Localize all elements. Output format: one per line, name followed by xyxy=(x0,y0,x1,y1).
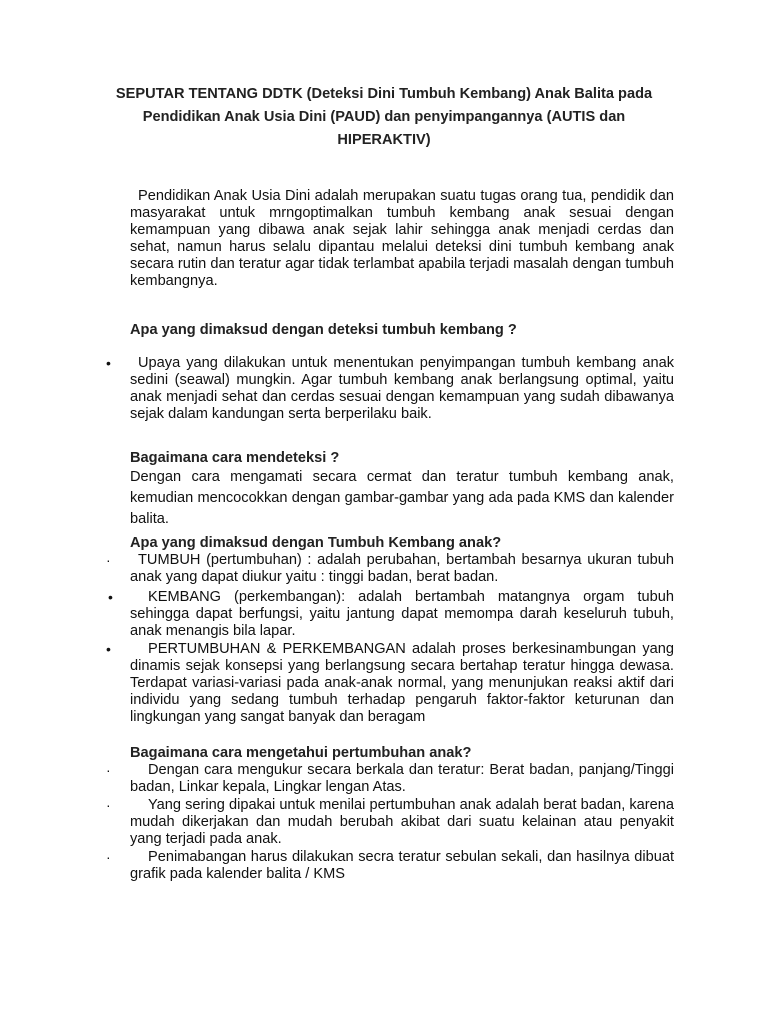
intro-paragraph: Pendidikan Anak Usia Dini adalah merupakan suatu tugas orang tua, pendidik dan masyarakat untuk mrngoptimalkan tumbuh kembang anak sesuai dengan kemampuan yang dibawa anak sejak lahir sehingga anak menjadi cerdas dan sehat, namun harus selalu dipantau melalui deteksi dini tumbuh kembang anak secara rutin dan teratur agar tidak terlambat apabila terjadi masalah dengan tumbuh kembangnya. xyxy=(130,188,674,289)
list-item-pertumbuhan-perkembangan: PERTUMBUHAN & PERKEMBANGAN adalah proses berkesinambungan yang dinamis sejak konsepsi yang berlangsung secara bertahap teratur hingga dewasa. Terdapat variasi-variasi pada anak-anak normal, yang menunjukan reaksi aktif dari individu yang sedang tumbuh terhadap pengaruh faktor-faktor keturunan dan lingkungan yang sangat banyak dan beragam xyxy=(130,641,674,725)
section-heading-cara-mendeteksi: Bagaimana cara mendeteksi ? xyxy=(130,450,340,466)
list-marker: • xyxy=(106,641,111,657)
list-marker: · xyxy=(106,552,111,568)
list-item-tumbuh: TUMBUH (pertumbuhan) : adalah perubahan, bertambah besarnya ukuran tubuh anak yang dapat diukur yaitu : tinggi badan, berat badan. xyxy=(130,552,674,585)
bullet-marker: • xyxy=(106,355,111,371)
document-title: SEPUTAR TENTANG DDTK (Deteksi Dini Tumbuh Kembang) Anak Balita pada Pendidikan Anak Usia Dini (PAUD) dan penyimpangannya (AUTIS dan HIPERAKTIV) xyxy=(115,86,653,148)
section-heading-tumbuh-kembang: Apa yang dimaksud dengan Tumbuh Kembang anak? xyxy=(130,535,502,551)
list-item-berat-badan: Yang sering dipakai untuk menilai pertumbuhan anak adalah berat badan, karena mudah dikerjakan dan mudah berubah akibat dari suatu kelainan atau penyakit yang terjadi pada anak. xyxy=(130,797,674,847)
list-marker: · xyxy=(106,797,111,813)
list-item-penimbangan: Penimabangan harus dilakukan secra teratur sebulan sekali, dan hasilnya dibuat grafik pada kalender balita / KMS xyxy=(130,849,674,882)
list-item-kembang: KEMBANG (perkembangan): adalah bertambah matangnya orgam tubuh sehingga dapat berfungsi, yaitu jantung dapat memompa darah keseluruh tubuh, anak menangis bila lapar. xyxy=(130,589,674,639)
section-heading-mengetahui-pertumbuhan: Bagaimana cara mengetahui pertumbuhan anak? xyxy=(130,745,472,761)
list-marker: · xyxy=(106,762,111,778)
section-text-cara-mendeteksi: Dengan cara mengamati secara cermat dan teratur tumbuh kembang anak, kemudian mencocokkan dengan gambar-gambar yang ada pada KMS dan kalender balita. xyxy=(130,469,674,527)
section-heading-deteksi: Apa yang dimaksud dengan deteksi tumbuh kembang ? xyxy=(130,322,517,338)
list-item-mengukur: Dengan cara mengukur secara berkala dan teratur: Berat badan, panjang/Tinggi badan, Linkar kepala, Lingkar lengan Atas. xyxy=(130,762,674,795)
list-marker: · xyxy=(106,849,111,865)
list-marker: • xyxy=(108,589,113,605)
section-text-deteksi: Upaya yang dilakukan untuk menentukan penyimpangan tumbuh kembang anak sedini (seawal) mungkin. Agar tumbuh kembang anak berlangsung optimal, yaitu anak menjadi sehat dan cerdas sesuai dengan kemampuan yang sudah dibawanya sejak dalam kandungan serta berperilaku baik. xyxy=(130,355,674,422)
